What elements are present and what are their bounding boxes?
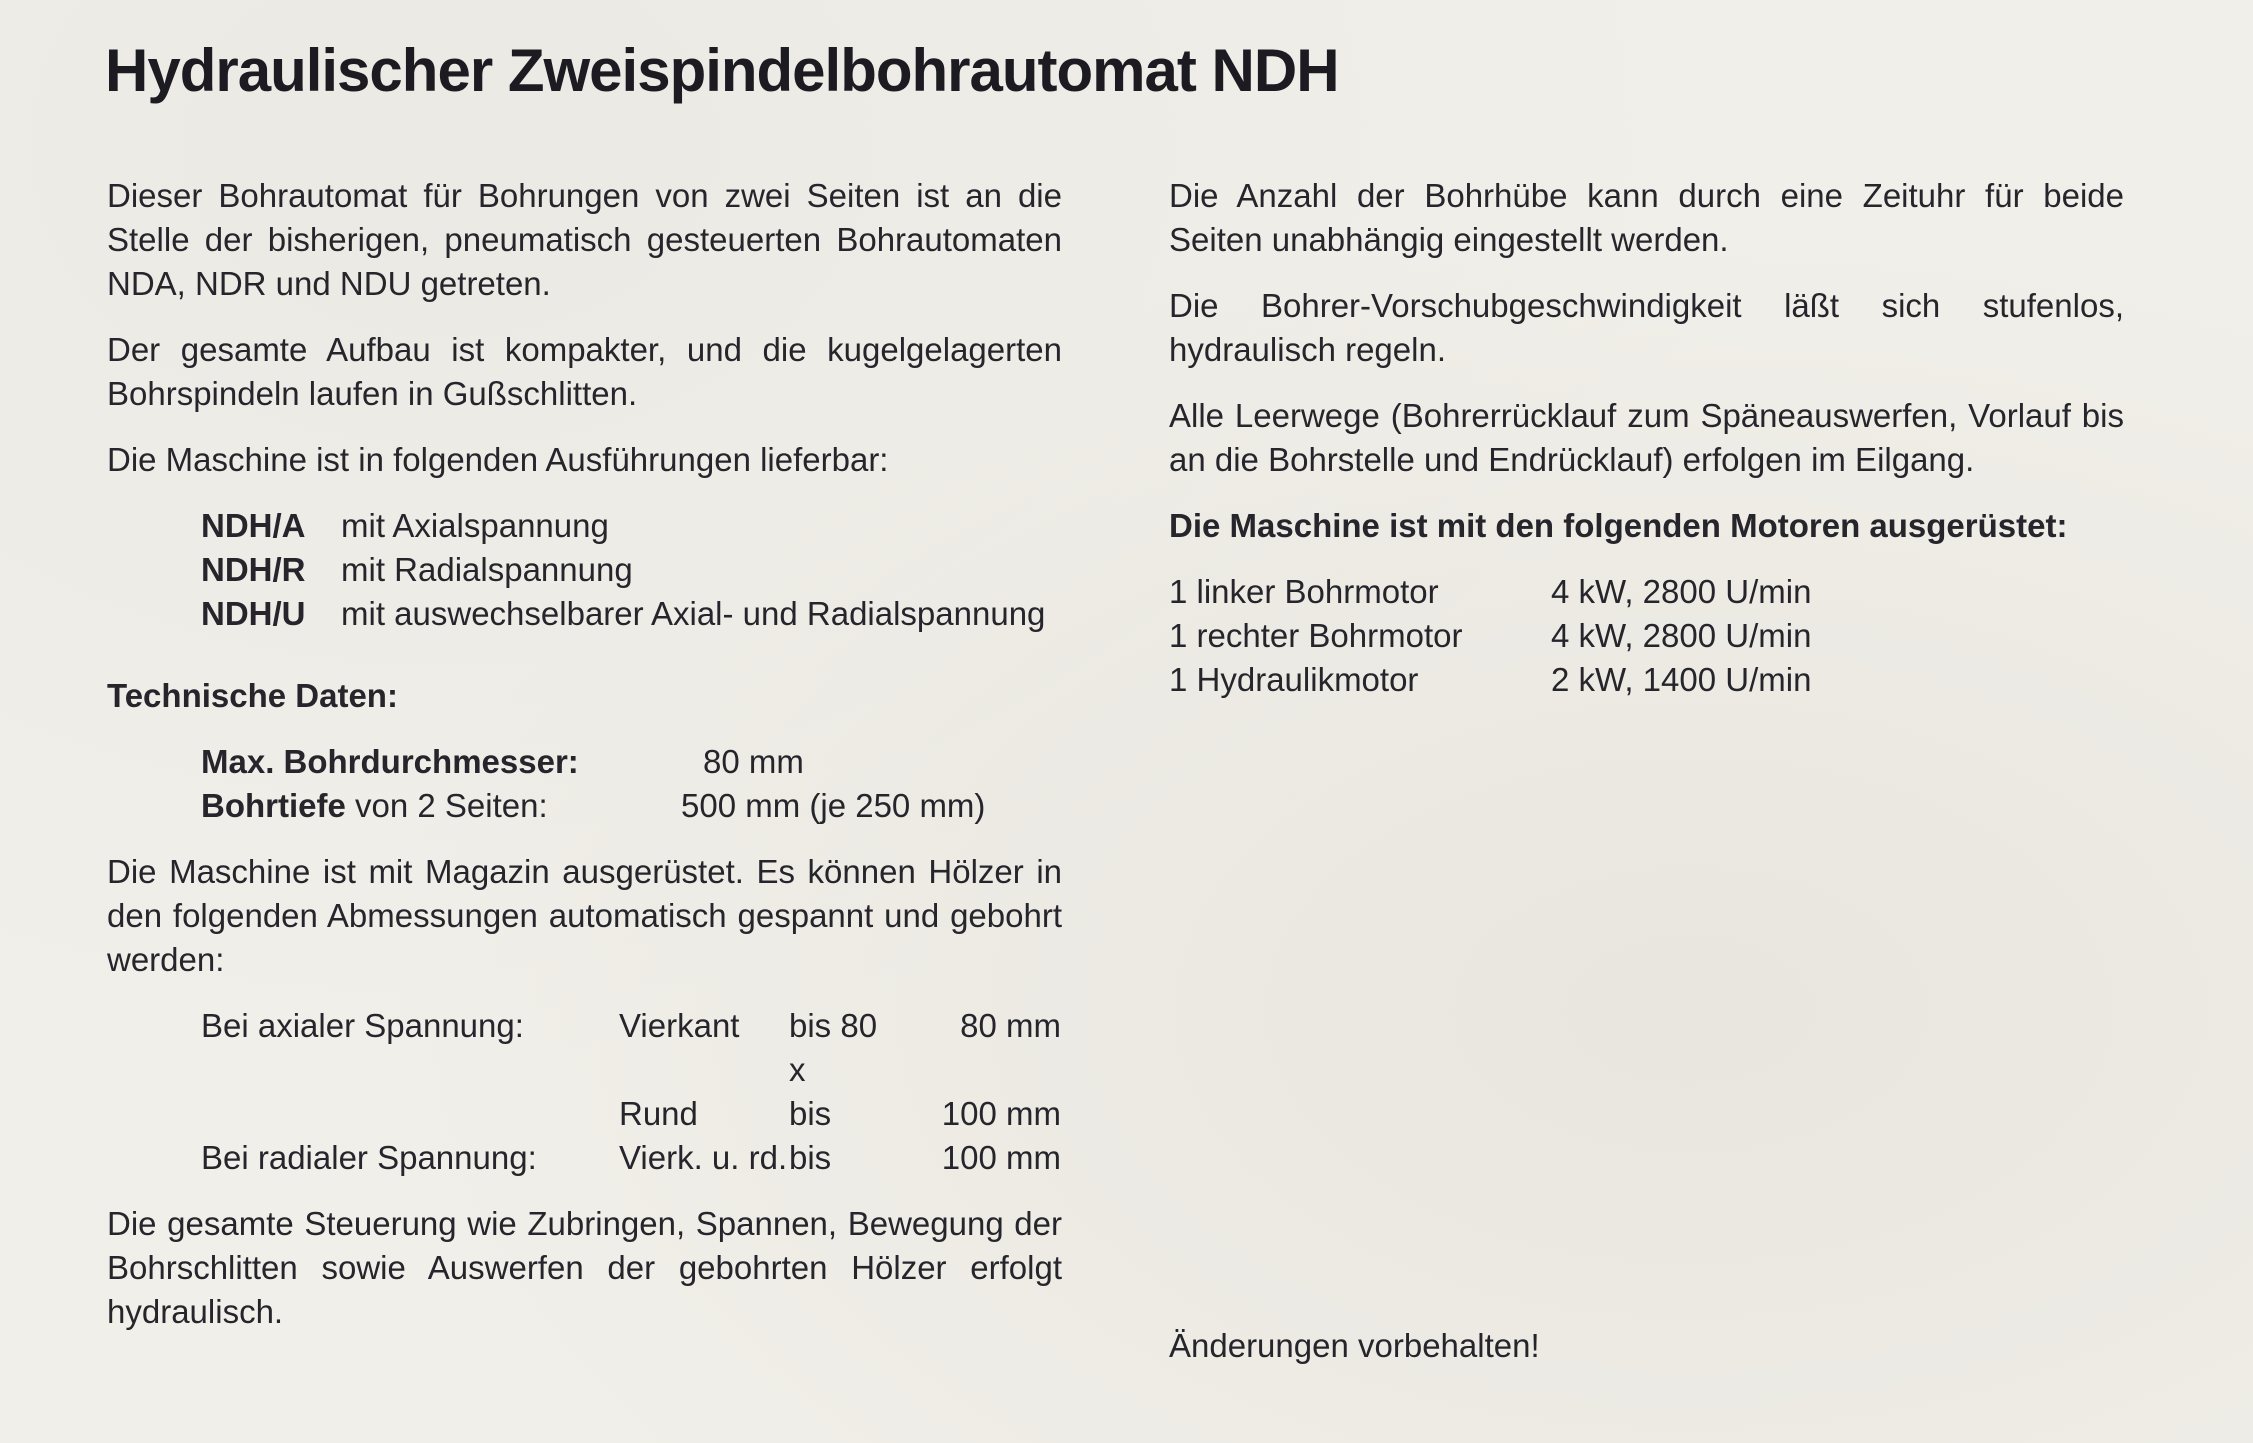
- spec-label: Max. Bohrdurchmesser:: [201, 743, 579, 780]
- feed-speed-paragraph: Die Bohrer-Vorschubgeschwindigkeit läßt sich stufenlos, hydraulisch regeln.: [1169, 287, 2124, 368]
- variants-intro: Die Maschine ist in folgenden Ausführungen lieferbar:: [107, 441, 889, 478]
- motor-name: 1 rechter Bohrmotor: [1169, 617, 1463, 654]
- spec-value: 500 mm (je 250 mm): [681, 787, 986, 824]
- technical-data-heading: Technische Daten:: [107, 677, 398, 714]
- motor-item: [1169, 614, 2124, 658]
- construction-paragraph: Der gesamte Aufbau ist kompakter, und die kugelgelagerten Bohrspindeln laufen in Gußschlitten.: [107, 331, 1062, 412]
- dimension-size: 80 mm: [960, 1007, 1061, 1044]
- variant-item: [201, 548, 1062, 592]
- variant-list: [201, 504, 1062, 636]
- motor-spec: 4 kW, 2800 U/min: [1551, 573, 1812, 610]
- variant-code: NDH/R: [201, 551, 306, 588]
- motor-list: [1169, 570, 2124, 702]
- variant-item: [201, 592, 1062, 636]
- variant-code: NDH/U: [201, 595, 306, 632]
- variant-description: mit auswechselbarer Axial- und Radialspannung: [341, 595, 1046, 632]
- magazine-paragraph: Die Maschine ist mit Magazin ausgerüstet. Es können Hölzer in den folgenden Abmessungen automatisch gespannt und gebohrt werden:: [107, 853, 1062, 978]
- rapid-traverse-paragraph: Alle Leerwege (Bohrerrücklauf zum Späneauswerfen, Vorlauf bis an die Bohrstelle und Endrücklauf) erfolgen im Eilgang.: [1169, 397, 2124, 478]
- spec-table: [201, 740, 1061, 828]
- motor-item: [1169, 570, 2124, 614]
- dimension-bis: bis 80 x: [789, 1007, 878, 1088]
- motor-name: 1 Hydraulikmotor: [1169, 661, 1419, 698]
- variant-description: mit Axialspannung: [341, 507, 609, 544]
- spec-row: [201, 784, 1061, 828]
- stroke-count-paragraph: Die Anzahl der Bohrhübe kann durch eine Zeituhr für beide Seiten unabhängig eingestellt werden.: [1169, 177, 2124, 258]
- dimension-bis: bis: [789, 1139, 832, 1176]
- spec-label-bold: Bohrtiefe: [201, 787, 346, 824]
- page-title: Hydraulischer Zweispindelbohrautomat NDH: [105, 37, 1339, 104]
- spec-label-rest: von 2 Seiten:: [345, 787, 548, 824]
- dimension-label: [201, 1092, 619, 1136]
- motor-spec: 2 kW, 1400 U/min: [1551, 661, 1812, 698]
- spec-row: [201, 740, 1061, 784]
- dimension-size: 100 mm: [941, 1139, 1061, 1176]
- intro-paragraph: Dieser Bohrautomat für Bohrungen von zwei Seiten ist an die Stelle der bisherigen, pneumatisch gesteuerten Bohrautomaten NDA, NDR und NDU getreten.: [107, 177, 1062, 302]
- dimension-label: Bei radialer Spannung:: [201, 1139, 537, 1176]
- spec-label: [201, 784, 681, 828]
- variant-item: [201, 504, 1062, 548]
- motor-name: 1 linker Bohrmotor: [1169, 573, 1439, 610]
- dimension-row: [201, 1136, 1061, 1180]
- variant-description: mit Radialspannung: [341, 551, 633, 588]
- dimension-size: 100 mm: [941, 1095, 1061, 1132]
- dimension-label: Bei axialer Spannung:: [201, 1007, 524, 1044]
- right-column: [1169, 174, 2124, 724]
- dimension-shape: Vierkant: [619, 1007, 740, 1044]
- motors-heading: Die Maschine ist mit den folgenden Motoren ausgerüstet:: [1169, 507, 2068, 544]
- variant-code: NDH/A: [201, 507, 306, 544]
- dimension-shape: Vierk. u. rd.: [619, 1139, 788, 1176]
- left-column: [107, 174, 1062, 1356]
- spec-value: 80 mm: [703, 743, 804, 780]
- dimension-table: [201, 1004, 1061, 1180]
- control-paragraph: Die gesamte Steuerung wie Zubringen, Spannen, Bewegung der Bohrschlitten sowie Auswerfen der gebohrten Hölzer erfolgt hydraulisch.: [107, 1205, 1062, 1330]
- dimension-shape: Rund: [619, 1095, 698, 1132]
- motor-item: [1169, 658, 2124, 702]
- disclaimer-note: Änderungen vorbehalten!: [1169, 1327, 1540, 1364]
- motor-spec: 4 kW, 2800 U/min: [1551, 617, 1812, 654]
- dimension-row: [201, 1092, 1061, 1136]
- dimension-bis: bis: [789, 1095, 832, 1132]
- dimension-row: [201, 1004, 1061, 1092]
